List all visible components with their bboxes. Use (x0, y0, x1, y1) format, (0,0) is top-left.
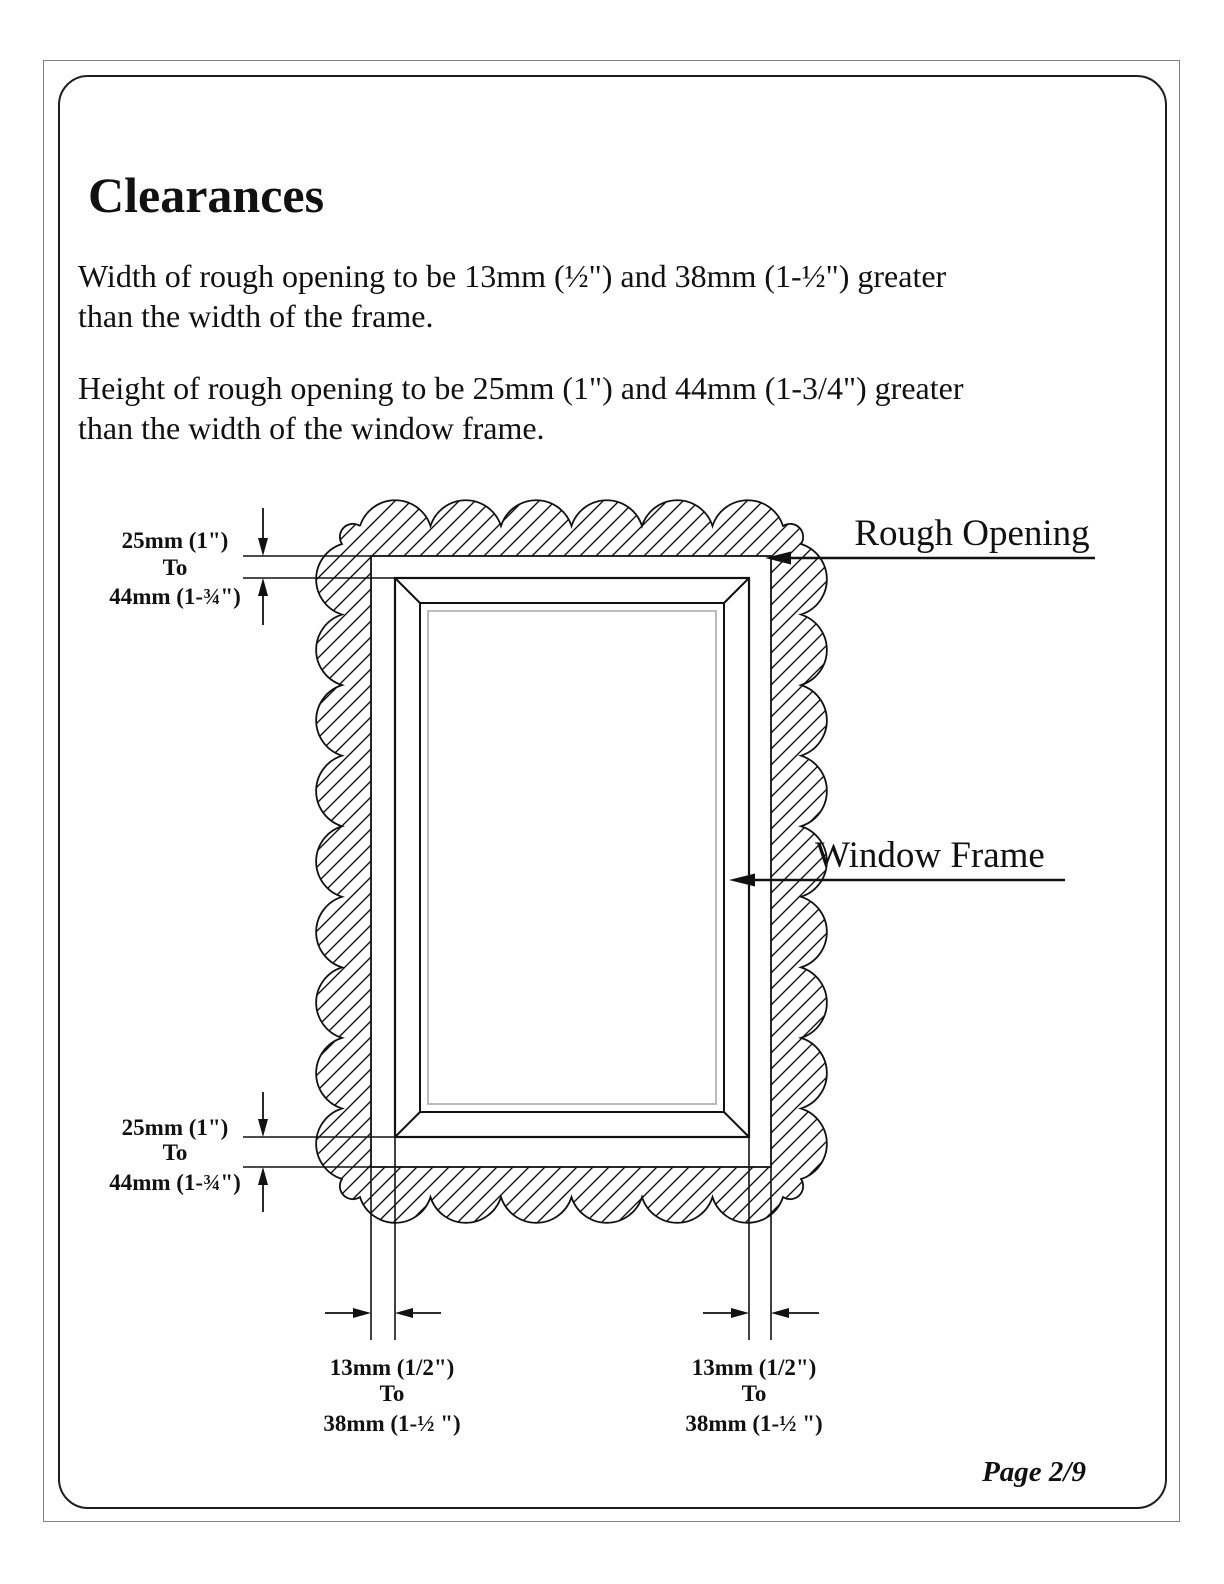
dim-top-line2: To (162, 555, 188, 580)
dim-side-right-line3: 38mm (1-½ ") (685, 1411, 823, 1436)
arrowhead-left-icon (395, 1308, 413, 1318)
dim-side-left-line3: 38mm (1-½ ") (323, 1411, 461, 1436)
arrowhead-up-icon (258, 1167, 268, 1185)
dim-top-line3: 44mm (1-¾") (109, 584, 241, 609)
arrowhead-up-icon (258, 578, 268, 596)
arrowhead-down-icon (258, 1119, 268, 1137)
dim-bottom-line3: 44mm (1-¾") (109, 1170, 241, 1195)
page-title: Clearances (88, 167, 325, 223)
window-frame-label: Window Frame (815, 835, 1045, 876)
paragraph-line: than the width of the window frame. (78, 410, 545, 446)
dim-side-left-line2: To (379, 1381, 405, 1406)
paragraph-line: Width of rough opening to be 13mm (½") and 38mm (1-½") greater (78, 258, 947, 294)
window-frame-outer (395, 578, 749, 1137)
dim-bottom-line2: To (162, 1140, 188, 1165)
arrowhead-down-icon (258, 538, 268, 556)
dim-top-line1: 25mm (1") (121, 528, 229, 553)
paragraph-line: Height of rough opening to be 25mm (1") and 44mm (1-3/4") greater (78, 370, 964, 406)
paragraph-line: than the width of the frame. (78, 298, 434, 334)
page-number: Page 2/9 (982, 1456, 1086, 1488)
arrowhead-right-icon (353, 1308, 371, 1318)
dim-side-right-line1: 13mm (1/2") (691, 1355, 817, 1380)
dim-side-left-line1: 13mm (1/2") (329, 1355, 455, 1380)
dim-side-right-line2: To (741, 1381, 767, 1406)
arrowhead-right-icon (731, 1308, 749, 1318)
dim-bottom-line1: 25mm (1") (121, 1115, 229, 1140)
rough-opening-label: Rough Opening (854, 513, 1090, 554)
arrowhead-left-icon (771, 1308, 789, 1318)
